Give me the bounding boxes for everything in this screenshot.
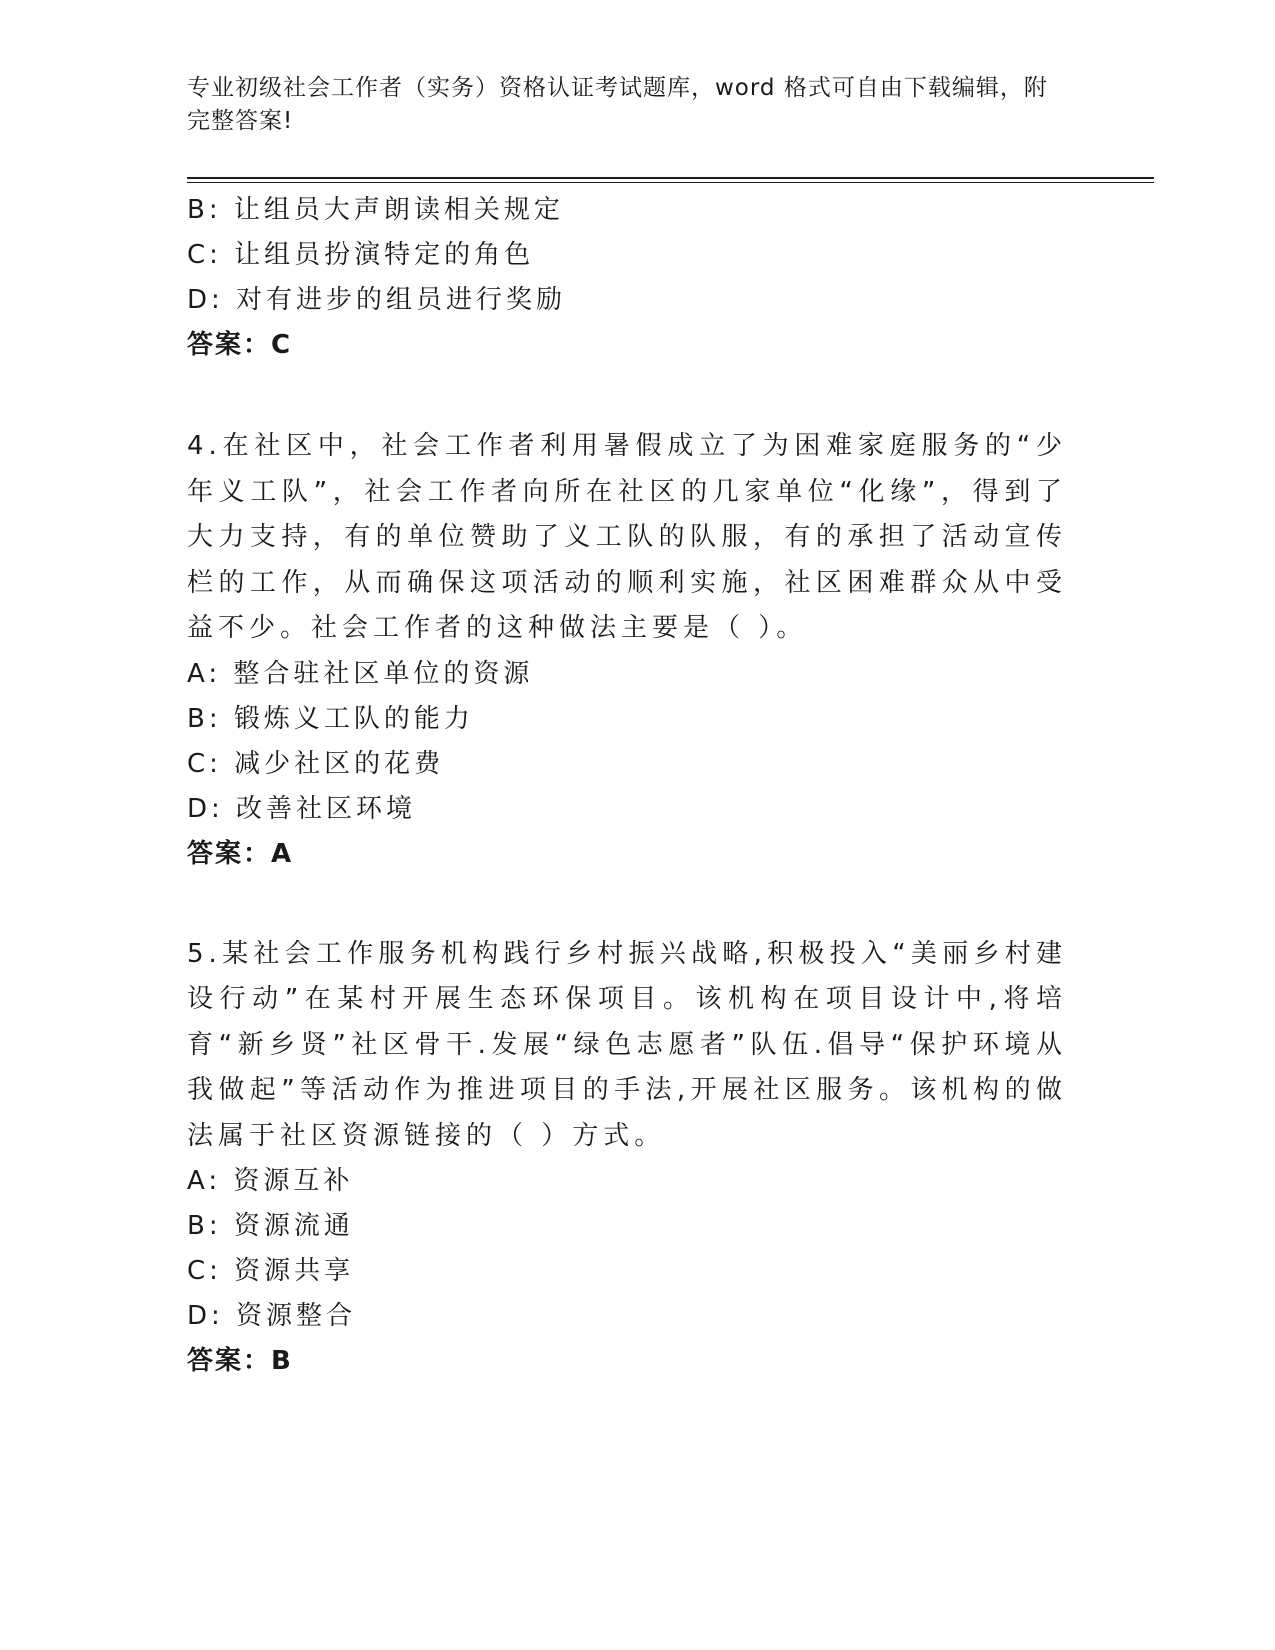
answer: 答案：A [187, 838, 294, 869]
question-3-tail [187, 188, 1067, 368]
question-stem: 5.某社会工作服务机构践行乡村振兴战略,积极投入“美丽乡村建设行动”在某村开展生态环保项目。该机构在项目设计中,将培育“新乡贤”社区骨干.发展“绿色志愿者”队伍.倡导“保护环境从我做起”等活动作为推进项目的手法,开展社区服务。该机构的做法属于社区资源链接的（ ）方式。 [187, 938, 1067, 1151]
option-c: C: 减少社区的花费 [187, 748, 445, 779]
option-d: D: 资源整合 [187, 1301, 357, 1331]
option-b: B: 锻炼义工队的能力 [187, 703, 474, 734]
question-5 [187, 932, 1067, 1385]
question-stem: 4.在社区中，社会工作者利用暑假成立了为困难家庭服务的“少年义工队”，社会工作者向所在社区的几家单位“化缘”，得到了大力支持，有的单位赞助了义工队的队服，有的承担了活动宣传栏的工作，从而确保这项活动的顺利实施，社区困难群众从中受益不少。社会工作者的这种做法主要是（ ）。 [187, 431, 1067, 643]
spacer [187, 368, 1067, 424]
header-divider-thin [187, 182, 1154, 183]
header-divider-thick [187, 177, 1154, 179]
spacer [187, 877, 1067, 932]
option-b: B: 让组员大声朗读相关规定 [187, 195, 564, 225]
option-d: D: 对有进步的组员进行奖励 [187, 285, 567, 315]
page-header: 专业初级社会工作者（实务）资格认证考试题库，word 格式可自由下载编辑，附完整答案! [187, 75, 1048, 134]
answer: 答案：C [187, 330, 293, 360]
option-c: C: 资源共享 [187, 1256, 355, 1286]
answer: 答案：B [187, 1346, 293, 1376]
option-a: A: 资源互补 [187, 1166, 354, 1196]
option-b: B: 资源流通 [187, 1211, 354, 1241]
option-c: C: 让组员扮演特定的角色 [187, 240, 535, 270]
question-4 [187, 424, 1067, 877]
option-a: A: 整合驻社区单位的资源 [187, 658, 534, 689]
question-content [187, 188, 1067, 1384]
option-d: D: 改善社区环境 [187, 793, 417, 824]
